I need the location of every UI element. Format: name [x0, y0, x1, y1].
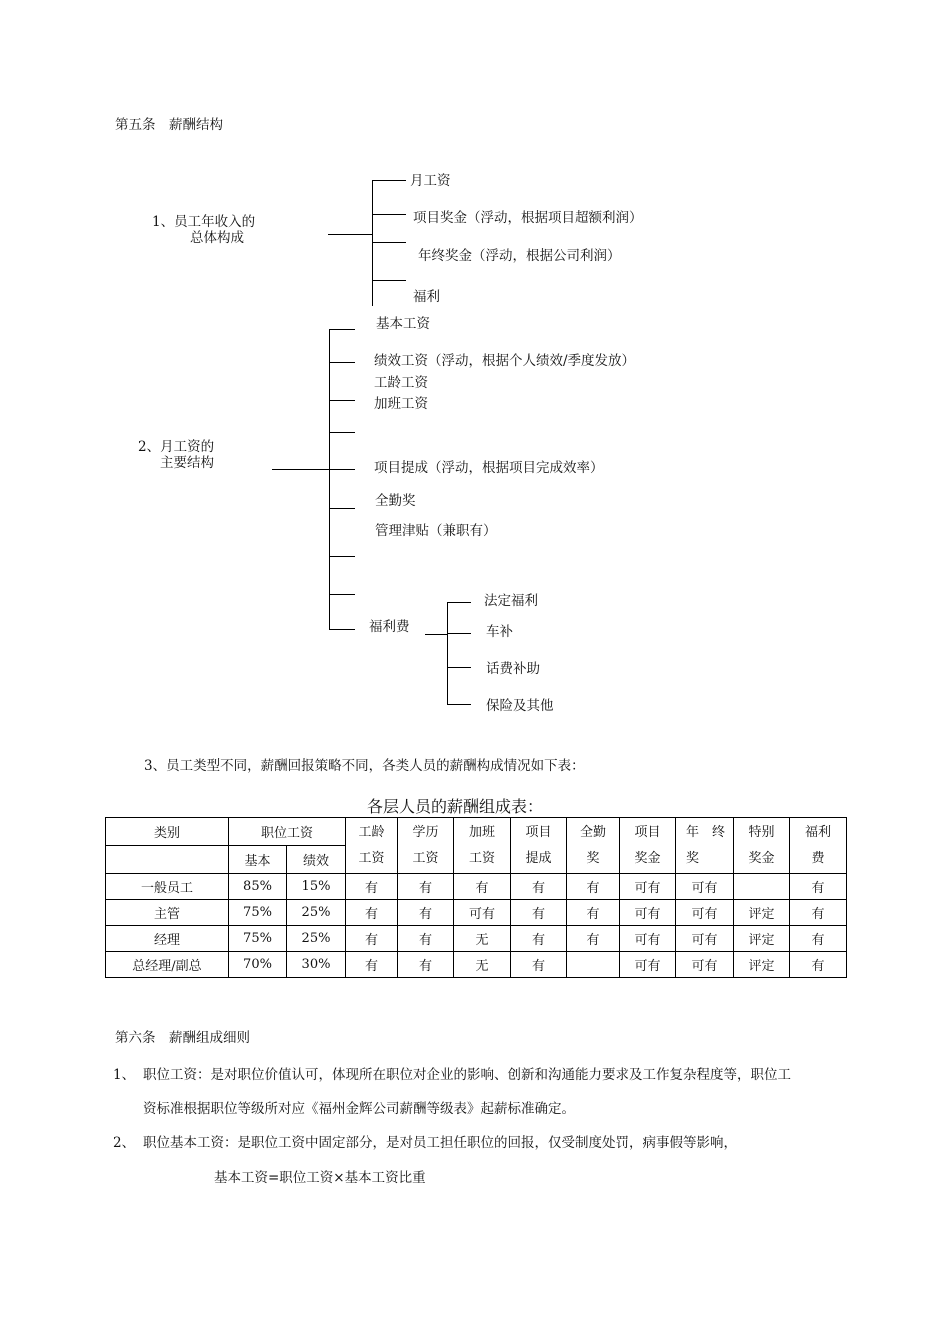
- table-cell: 可有: [620, 926, 676, 952]
- item2-line1: 职位基本工资：是职位工资中固定部分，是对员工担任职位的回报，仅受制度处罚，病事假等影响，: [143, 1135, 737, 1151]
- basic-pay-formula: 基本工资=职位工资×基本工资比重: [214, 1170, 426, 1186]
- part2-item-management-allowance: 管理津贴（兼职有）: [375, 523, 497, 539]
- header-category-empty: [106, 846, 229, 874]
- section5-heading: 第五条 薪酬结构: [115, 117, 223, 133]
- part3-text: 3、员工类型不同，薪酬回报策略不同，各类人员的薪酬构成情况如下表：: [144, 758, 585, 774]
- part2-label-line2: 主要结构: [160, 455, 214, 471]
- table-cell: 有: [790, 874, 847, 900]
- table-cell: 可有: [620, 952, 676, 978]
- part2-item-overtime-pay: 加班工资: [374, 396, 428, 412]
- table-cell: 有: [346, 900, 398, 926]
- part1-item-year-end-bonus: 年终奖金（浮动，根据公司利润）: [418, 248, 621, 264]
- table-cell: 有: [398, 926, 454, 952]
- part1-item-welfare: 福利: [413, 289, 440, 305]
- part1-label-line2: 总体构成: [190, 230, 244, 246]
- table-cell: 有: [790, 926, 847, 952]
- table-cell: 评定: [734, 952, 790, 978]
- table-cell: 有: [398, 874, 454, 900]
- salary-composition-table: [105, 817, 847, 978]
- welfare-item-statutory: 法定福利: [484, 593, 538, 609]
- part2-item-basic-pay: 基本工资: [376, 316, 430, 332]
- part2-item-seniority-pay: 工龄工资: [374, 375, 428, 391]
- table-cell: 经理: [106, 926, 229, 952]
- table-cell: 可有: [676, 926, 734, 952]
- table-cell: 75%: [229, 926, 287, 952]
- table-cell: 有: [346, 926, 398, 952]
- header-project-commission: 项目 提成: [511, 818, 567, 874]
- table-cell: 有: [511, 900, 567, 926]
- table-cell: 30%: [287, 952, 346, 978]
- table-cell: 有: [346, 952, 398, 978]
- part2-item-performance-pay: 绩效工资（浮动，根据个人绩效/季度发放）: [374, 353, 636, 369]
- table-cell: 主管: [106, 900, 229, 926]
- table-row: [106, 874, 847, 900]
- table-cell: 有: [567, 874, 620, 900]
- header-special-bonus: 特别 奖金: [734, 818, 790, 874]
- item1-line1: 职位工资：是对职位价值认可，体现所在职位对企业的影响、创新和沟通能力要求及工作复杂程度等，职位工: [143, 1067, 791, 1083]
- header-project-bonus: 项目 奖金: [620, 818, 676, 874]
- part2-label-line1: 2、月工资的: [138, 439, 215, 455]
- header-seniority: 工龄 工资: [346, 818, 398, 874]
- header-position-pay: 职位工资: [229, 818, 346, 846]
- table-cell: 可有: [676, 952, 734, 978]
- table-cell: 有: [398, 900, 454, 926]
- table-cell: 有: [790, 900, 847, 926]
- header-welfare: 福利 费: [790, 818, 847, 874]
- table-cell: 有: [567, 900, 620, 926]
- table-cell: 25%: [287, 926, 346, 952]
- part2-item-attendance-bonus: 全勤奖: [375, 493, 416, 509]
- welfare-item-car-allowance: 车补: [486, 624, 513, 640]
- table-cell: 可有: [620, 874, 676, 900]
- table-cell: 有: [511, 926, 567, 952]
- table-cell: 75%: [229, 900, 287, 926]
- table-cell: 25%: [287, 900, 346, 926]
- table-row: [106, 900, 847, 926]
- part1-label-line1: 1、员工年收入的: [152, 214, 256, 230]
- table-cell: 有: [346, 874, 398, 900]
- table-cell: [567, 952, 620, 978]
- header-attendance: 全勤 奖: [567, 818, 620, 874]
- part1-item-project-bonus: 项目奖金（浮动，根据项目超额利润）: [413, 210, 643, 226]
- part2-item-welfare-fee: 福利费: [369, 619, 410, 635]
- table-cell: 评定: [734, 900, 790, 926]
- table-cell: 有: [454, 874, 511, 900]
- section6-heading: 第六条 薪酬组成细则: [115, 1030, 250, 1046]
- welfare-item-insurance-other: 保险及其他: [486, 698, 554, 714]
- table-cell: 有: [790, 952, 847, 978]
- table-cell: 有: [398, 952, 454, 978]
- table-cell: 有: [511, 952, 567, 978]
- table-cell: 可有: [620, 900, 676, 926]
- table-cell: 85%: [229, 874, 287, 900]
- table-cell: 无: [454, 952, 511, 978]
- table-cell: 可有: [454, 900, 511, 926]
- part1-item-monthly-pay: 月工资: [410, 173, 451, 189]
- header-category: 类别: [106, 818, 229, 846]
- table-row: [106, 952, 847, 978]
- table-cell: 可有: [676, 900, 734, 926]
- item2-number: 2、: [113, 1135, 136, 1151]
- header-overtime: 加班 工资: [454, 818, 511, 874]
- table-title: 各层人员的薪酬组成表：: [367, 797, 544, 816]
- table-cell: 可有: [676, 874, 734, 900]
- header-year-end: 年 终 奖: [676, 818, 734, 874]
- table-cell: 评定: [734, 926, 790, 952]
- table-cell: 有: [511, 874, 567, 900]
- table-cell: 一般员工: [106, 874, 229, 900]
- table-cell: 无: [454, 926, 511, 952]
- table-cell: 总经理/副总: [106, 952, 229, 978]
- table-cell: 15%: [287, 874, 346, 900]
- table-cell: 70%: [229, 952, 287, 978]
- header-basic: 基本: [229, 846, 287, 874]
- table-row: [106, 926, 847, 952]
- welfare-item-phone-allowance: 话费补助: [486, 661, 540, 677]
- item1-number: 1、: [113, 1067, 136, 1083]
- item1-line2: 资标准根据职位等级所对应《福州金辉公司薪酬等级表》起薪标准确定。: [143, 1101, 575, 1117]
- table-cell: [734, 874, 790, 900]
- header-performance: 绩效: [287, 846, 346, 874]
- part2-item-project-commission: 项目提成（浮动，根据项目完成效率）: [374, 460, 604, 476]
- header-education: 学历 工资: [398, 818, 454, 874]
- table-cell: 有: [567, 926, 620, 952]
